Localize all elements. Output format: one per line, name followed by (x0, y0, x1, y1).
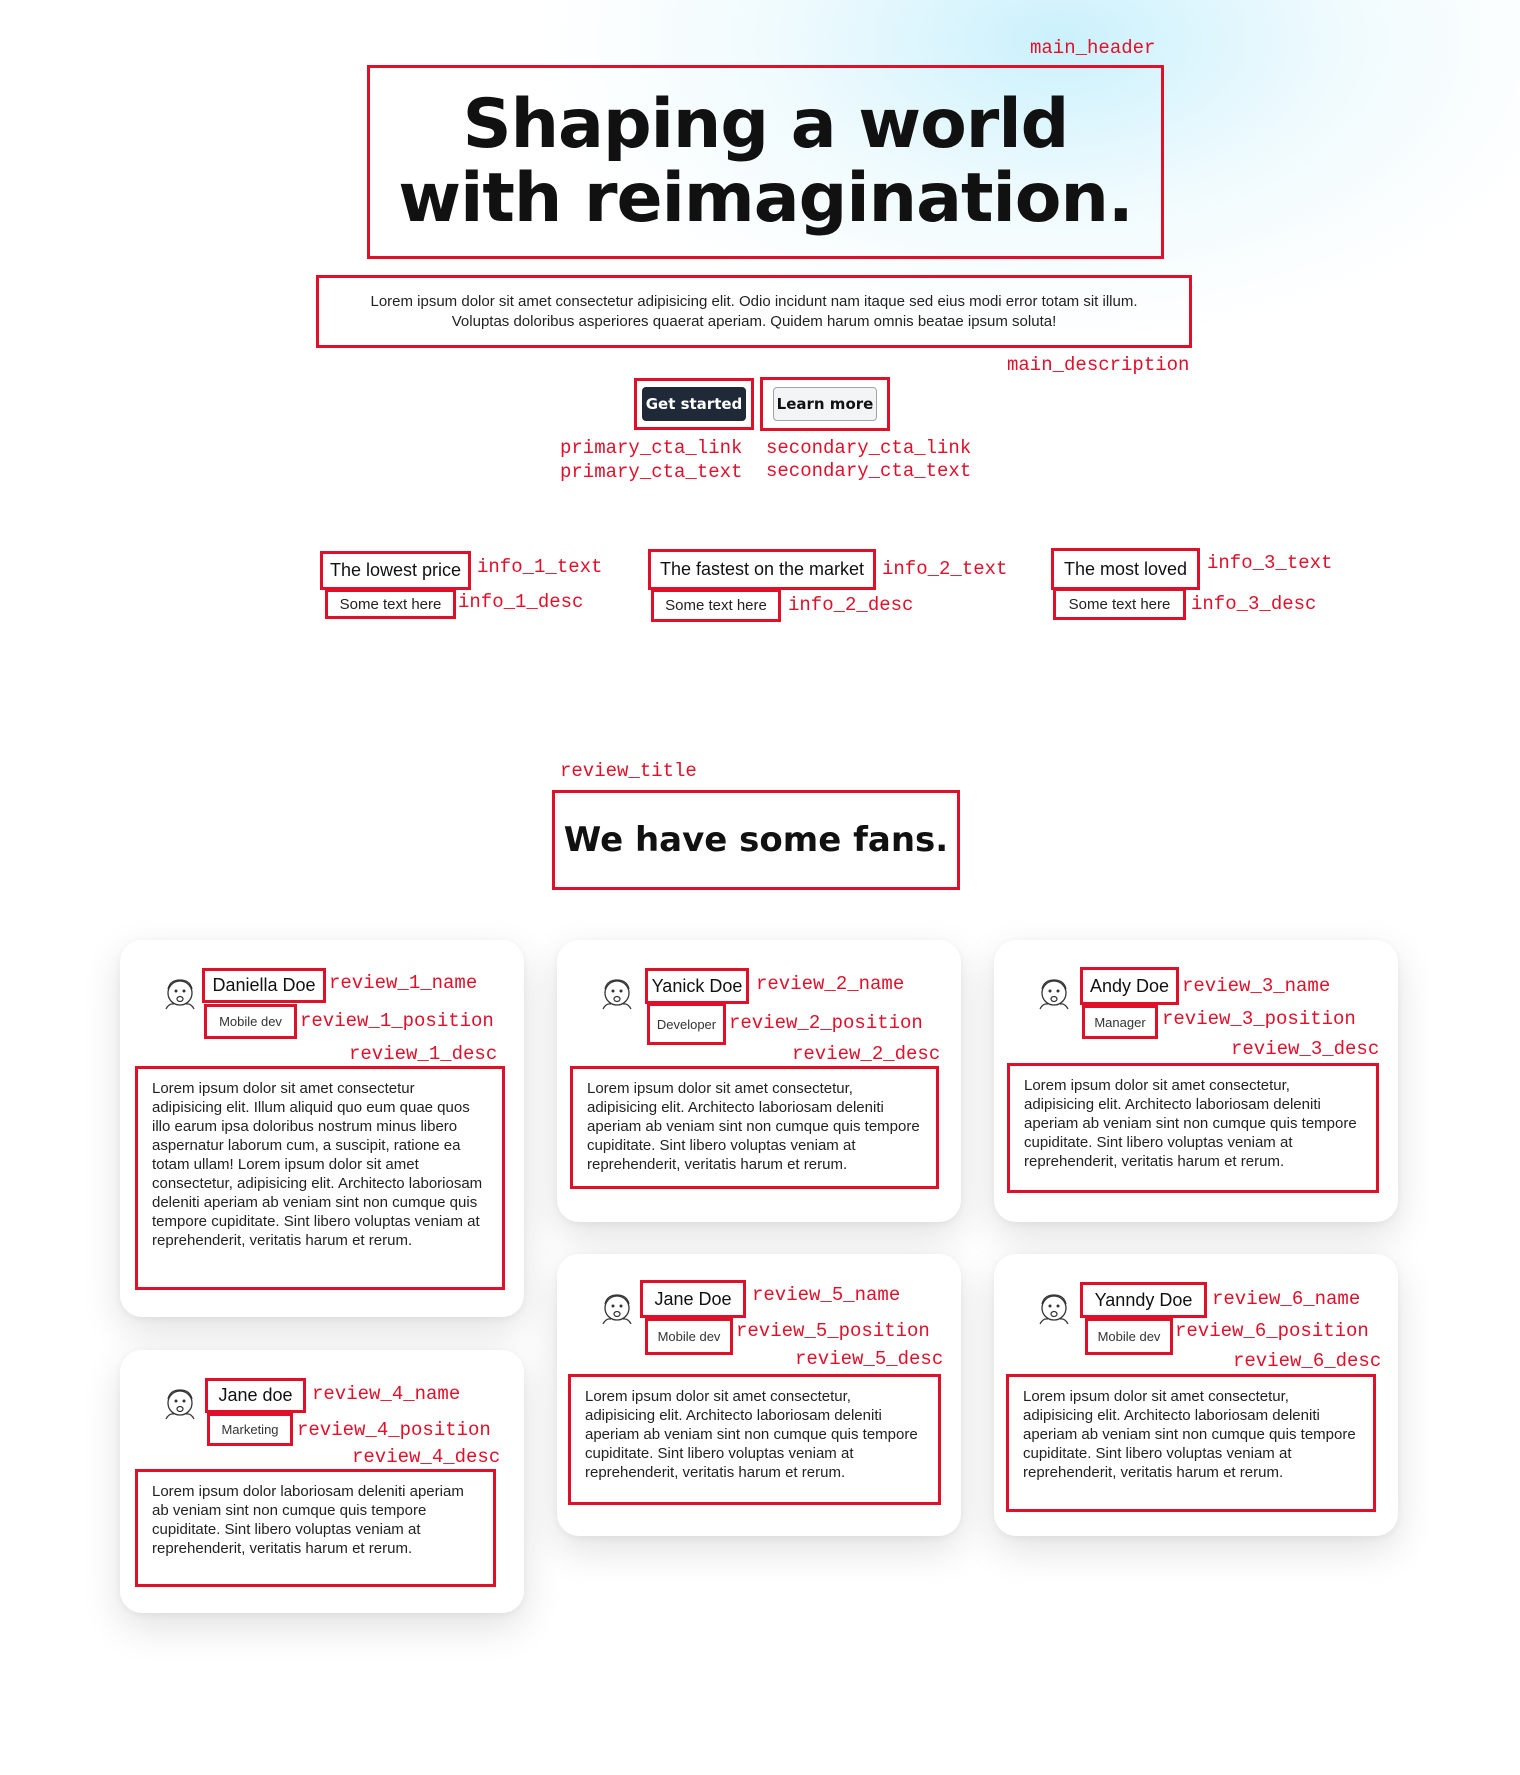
review-6-position: Mobile dev (1085, 1318, 1173, 1355)
annotation-main-description: main_description (1007, 354, 1190, 376)
annotation-review-4-desc: review_4_desc (352, 1446, 501, 1468)
annotation-review-3-desc: review_3_desc (1231, 1038, 1380, 1060)
annotation-review-6-desc: review_6_desc (1233, 1350, 1382, 1372)
review-title (552, 790, 960, 890)
annotation-primary-cta-text: primary_cta_text (560, 461, 743, 483)
info-1-text: The lowest price (320, 551, 471, 590)
annotation-info-1-text: info_1_text (477, 556, 603, 578)
primary-cta-link[interactable] (634, 378, 754, 430)
annotation-review-2-desc: review_2_desc (792, 1043, 941, 1065)
sketch-avatar-icon (1034, 1290, 1074, 1330)
info-2-desc: Some text here (651, 589, 781, 622)
annotation-review-3-name: review_3_name (1182, 975, 1331, 997)
review-2-position: Developer (647, 1003, 726, 1045)
main-header (367, 65, 1164, 259)
annotation-review-6-position: review_6_position (1175, 1320, 1369, 1342)
annotation-review-2-name: review_2_name (756, 973, 905, 995)
annotation-review-1-position: review_1_position (300, 1010, 494, 1032)
info-2-text: The fastest on the market (648, 549, 876, 590)
review-5-desc: Lorem ipsum dolor sit amet consectetur, adipisicing elit. Architecto laboriosam deleniti aperiam ab veniam sint non cumque quis tempore cupiditate. Sint libero voluptas veniam at reprehenderit, veritatis harum et rerum. (568, 1374, 941, 1505)
annotation-review-2-position: review_2_position (729, 1012, 923, 1034)
hero-description: Lorem ipsum dolor sit amet consectetur adipisicing elit. Odio incidunt nam itaque sed eius modi error totam sit illum. Voluptas doloribus asperiores quaerat aperiam. Quidem harum omnis beatae ipsum soluta! (370, 292, 1138, 330)
sketch-avatar-icon (597, 975, 637, 1015)
sketch-avatar-icon (160, 975, 200, 1015)
review-1-name: Daniella Doe (202, 968, 326, 1003)
review-6-name: Yanndy Doe (1080, 1282, 1207, 1318)
annotation-secondary-cta-text: secondary_cta_text (766, 460, 972, 482)
review-3-position: Manager (1082, 1005, 1158, 1039)
info-3-desc: Some text here (1053, 588, 1186, 620)
sketch-avatar-icon (160, 1385, 200, 1425)
review-2-desc: Lorem ipsum dolor sit amet consectetur, adipisicing elit. Architecto laboriosam deleniti aperiam ab veniam sint non cumque quis tempore cupiditate. Sint libero voluptas veniam at reprehenderit, veritatis harum et rerum. (570, 1066, 939, 1189)
annotation-info-2-text: info_2_text (882, 558, 1008, 580)
annotation-info-1-desc: info_1_desc (458, 591, 584, 613)
annotation-review-1-desc: review_1_desc (349, 1043, 498, 1065)
annotation-review-3-position: review_3_position (1162, 1008, 1356, 1030)
annotation-review-title: review_title (560, 760, 697, 782)
review-5-position: Mobile dev (645, 1318, 733, 1355)
review-4-position: Marketing (207, 1413, 293, 1446)
get-started-button[interactable]: Get started (642, 387, 746, 421)
annotation-review-4-name: review_4_name (312, 1383, 461, 1405)
annotation-secondary-cta-link: secondary_cta_link (766, 437, 972, 459)
sketch-avatar-icon (597, 1290, 637, 1330)
info-3-text: The most loved (1051, 548, 1200, 590)
annotation-review-1-name: review_1_name (329, 972, 478, 994)
review-1-desc: Lorem ipsum dolor sit amet consectetur adipisicing elit. Illum aliquid quo eum quae quos illo earum ipsa doloribus nostrum minus libero aspernatur laborum cum, a suscipit, ratione ea totam ullam! Lorem ipsum dolor sit amet consectetur, adipisicing elit. Architecto laboriosam deleniti aperiam ab veniam sint non cumque quis tempore cupiditate. Sint libero voluptas veniam at reprehenderit, veritatis harum et rerum. (135, 1066, 505, 1290)
annotation-review-5-position: review_5_position (736, 1320, 930, 1342)
annotation-main-header: main_header (1030, 37, 1156, 59)
review-3-name: Andy Doe (1080, 967, 1179, 1005)
annotation-primary-cta-link: primary_cta_link (560, 437, 743, 459)
review-4-name: Jane doe (205, 1378, 306, 1413)
main-description (316, 275, 1192, 348)
annotation-review-5-name: review_5_name (752, 1284, 901, 1306)
annotation-review-6-name: review_6_name (1212, 1288, 1361, 1310)
review-5-name: Jane Doe (640, 1280, 746, 1318)
annotation-review-5-desc: review_5_desc (795, 1348, 944, 1370)
sketch-avatar-icon (1034, 975, 1074, 1015)
review-2-name: Yanick Doe (645, 968, 749, 1004)
annotation-review-4-position: review_4_position (297, 1419, 491, 1441)
annotation-info-2-desc: info_2_desc (788, 594, 914, 616)
info-1-desc: Some text here (325, 589, 456, 619)
annotation-info-3-desc: info_3_desc (1191, 593, 1317, 615)
review-3-desc: Lorem ipsum dolor sit amet consectetur, adipisicing elit. Architecto laboriosam deleniti aperiam ab veniam sint non cumque quis tempore cupiditate. Sint libero voluptas veniam at reprehenderit, veritatis harum et rerum. (1007, 1063, 1379, 1193)
review-4-desc: Lorem ipsum dolor laboriosam deleniti aperiam ab veniam sint non cumque quis tempore cupiditate. Sint libero voluptas veniam at reprehenderit, veritatis harum et rerum. (135, 1469, 496, 1587)
review-1-position: Mobile dev (204, 1004, 297, 1039)
learn-more-button[interactable]: Learn more (773, 387, 877, 421)
review-6-desc: Lorem ipsum dolor sit amet consectetur, adipisicing elit. Architecto laboriosam deleniti aperiam ab veniam sint non cumque quis tempore cupiditate. Sint libero voluptas veniam at reprehenderit, veritatis harum et rerum. (1006, 1374, 1376, 1512)
secondary-cta-link[interactable] (760, 377, 890, 431)
hero-title: Shaping a world with reimagination. (398, 85, 1133, 238)
reviews-heading: We have some fans. (563, 820, 949, 860)
annotation-info-3-text: info_3_text (1207, 552, 1333, 574)
